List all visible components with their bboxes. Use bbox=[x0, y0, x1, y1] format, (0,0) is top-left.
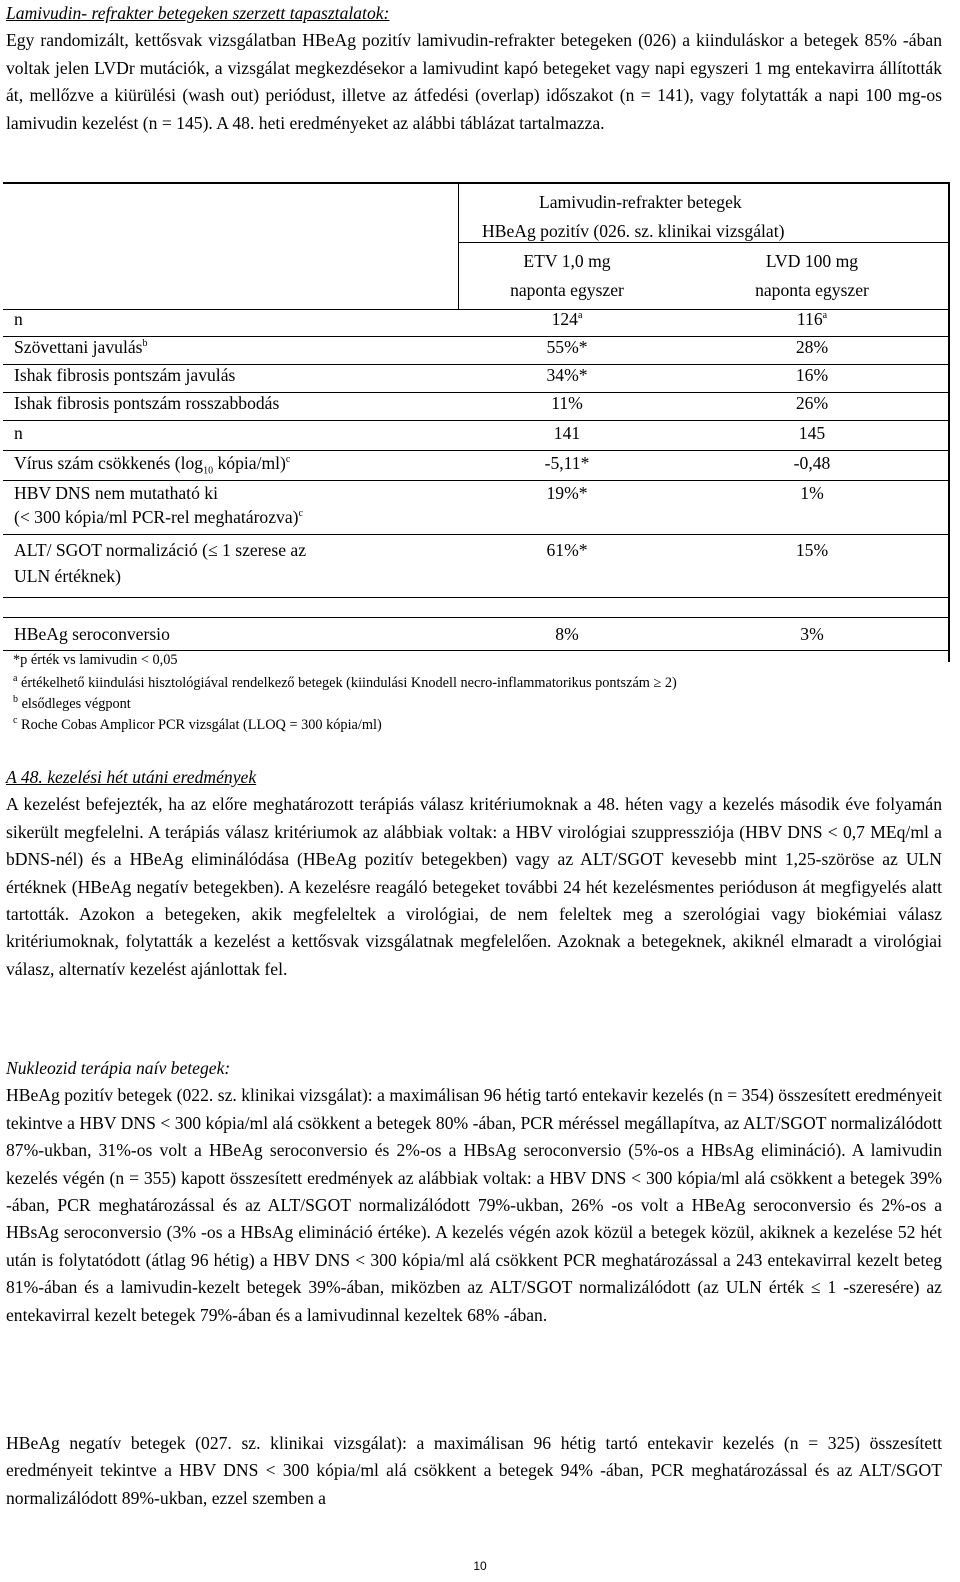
section-paragraph: HBeAg pozitív betegek (022. sz. klinikai vizsgálat): a maximálisan 96 hétig tartó entekavir kezelés (n = 354) összesített eredményeit tekintve a HBV DNS < 300 kópia/ml alá csökkent a betegek 80% -ában, PCR méréssel megállapítva, az ALT/SGOT normalizálódott 87%-ukban, 31%-os volt a HBeAg seroconversio és 2%-os a HBsAg seroconversio (5%-os a HBsAg elimináció). A lamivudin kezelés végén (n = 355) kapott összesített eredmények az alábbiak voltak: a HBV DNS < 300 kópia/ml alá csökkent a betegek 39% -ában, PCR meghatározással és az ALT/SGOT normalizálódott 79%-ukban, 26% -os volt a HBeAg seroconversio és 2%-os a HBsAg seroconversio (3% -os a HBsAg elimináció értéke). A kezelés végén azok közül a betegek közül, akiknek a kezelése 52 hét után is folytatódott (átlag 96 hétig) a HBV DNS < 300 kópia/ml alá csökkent PCR meghatározással a 243 entekavirral kezelt beteg 81%-ában és a lamivudin-kezelt betegek 39%-ában, miközben az ALT/SGOT normalizálódott (az ULN érték ≤ 1 -szeresére) az entekavirral kezelt betegek 79%-ában és a lamivudinnal kezeltek 68% -ában. bbox=[6, 1085, 942, 1325]
table-cell: 55%* bbox=[546, 337, 588, 357]
table-row-label: Ishak fibrosis pontszám javulás bbox=[14, 365, 236, 385]
table-cell: 19%* bbox=[546, 483, 588, 503]
table-row-label: ULN értéknek) bbox=[14, 566, 121, 586]
table-header-study: HBeAg pozitív (026. sz. klinikai vizsgálat) bbox=[482, 221, 785, 241]
table-cell: 141 bbox=[553, 423, 581, 443]
col-header-lvd-dose: naponta egyszer bbox=[755, 280, 869, 300]
section-paragraph: A kezelést befejezték, ha az előre meghatározott terápiás válasz kritériumoknak a 48. héten vagy a kezelés második éve folyamán sikerült megfelelni. A terápiás válasz kritériumok az alábbiak voltak: a HBV virológiai szuppressziója (HBV DNS < 0,7 MEq/ml a bDNS-nél) és a HBeAg eliminálódása (HBeAg pozitív betegekben) vagy az ALT/SGOT kevesebb mint 1,25-szöröse az ULN értéknek (HBeAg negatív betegekben). A kezelésre reagáló betegeket további 24 hét kezelésmentes perióduson át megfigyelés alatt tartották. Azokon a betegeken, akik megfeleltek a virológiai, de nem feleltek meg a szerológiai vagy biokémiai válasz kritériumoknak, folytatták a kezelést a kettősvak vizsgálatnak megfelelően. Azoknak a betegeknek, akiknél elmaradt a virológiai válasz, alternatív kezelést ajánlottak fel. bbox=[6, 794, 942, 979]
table-cell: 28% bbox=[795, 337, 829, 357]
section-lamivudin-refrakter bbox=[6, 0, 942, 137]
table-row-label: n bbox=[14, 423, 23, 443]
table-row-label: HBV DNS nem mutatható ki bbox=[14, 483, 218, 503]
table-cell: 16% bbox=[795, 365, 829, 385]
section-heading: Lamivudin- refrakter betegeken szerzett tapasztalatok: bbox=[6, 3, 390, 23]
table-cell: 15% bbox=[795, 540, 829, 560]
table-footnote: *p érték vs lamivudin < 0,05 bbox=[13, 652, 178, 668]
table-cell: -5,11* bbox=[544, 453, 590, 473]
results-table bbox=[3, 182, 950, 662]
table-footnote: $^c$ Roche Cobas Amplicor PCR vizsgálat (LLOQ = 300 kópia/ml) bbox=[13, 715, 382, 733]
table-footnote: $^a$ értékelhető kiindulási hisztológiával rendelkező betegek (kiindulási Knodell necro-inflammatorikus pontszám ≥ 2) bbox=[13, 673, 677, 691]
table-cell: 1% bbox=[800, 483, 824, 503]
section-nukleozid-naiv bbox=[6, 1055, 942, 1329]
section-48-het-utan bbox=[6, 764, 942, 983]
col-header-lvd: LVD 100 mg bbox=[765, 251, 859, 271]
table-cell: 11% bbox=[551, 393, 583, 413]
table-cell: 8% bbox=[555, 624, 579, 644]
table-header-group: Lamivudin-refrakter betegek bbox=[539, 192, 742, 212]
page-number: 10 bbox=[473, 1559, 487, 1573]
table-cell: 145 bbox=[798, 423, 826, 443]
col-header-etv-dose: naponta egyszer bbox=[510, 280, 624, 300]
table-footnote: $^b$ elsődleges végpont bbox=[13, 694, 131, 712]
section-paragraph: Egy randomizált, kettősvak vizsgálatban HBeAg pozitív lamivudin-refrakter betegeken (026) a kiinduláskor a betegek 85% -ában voltak jelen LVDr mutációk, a vizsgálat megkezdésekor a lamivudint kapó betegeket vagy napi egyszeri 1 mg entekavirra állították át, mellőzve a kiürülési (wash out) periódust, illetve az átfedési (overlap) időszakot (n = 141), vagy folytatták a napi 100 mg-os lamivudin kezelést (n = 145). A 48. heti eredményeket az alábbi táblázat tartalmazza. bbox=[6, 30, 942, 133]
table-row-label: Ishak fibrosis pontszám rosszabbodás bbox=[14, 393, 280, 413]
table-row-label: ALT/ SGOT normalizáció (≤ 1 szerese az bbox=[14, 540, 307, 560]
section-hbeag-negativ bbox=[6, 1430, 942, 1512]
table-cell: 26% bbox=[795, 393, 829, 413]
table-cell: -0,48 bbox=[793, 453, 831, 473]
table-row-label: (< 300 kópia/ml PCR-rel meghatározva)$^c$ bbox=[14, 507, 303, 527]
table-row-label: Szövettani javulás$^b$ bbox=[14, 337, 148, 357]
section-paragraph: HBeAg negatív betegek (027. sz. klinikai vizsgálat): a maximálisan 96 hétig tartó entekavir kezelés (n = 325) összesített eredményeit tekintve a HBV DNS < 300 kópia/ml alá csökkent a betegek 94% -ában, PCR meghatározással és az ALT/SGOT normalizálódott 89%-ukban, ezzel szemben a bbox=[6, 1433, 942, 1508]
table-row-label: n bbox=[14, 309, 23, 329]
table-cell: 61%* bbox=[546, 540, 588, 560]
table-row-label: Vírus szám csökkenés ($\log_{10}$ kópia/ml)$^c$ bbox=[14, 453, 291, 477]
col-header-etv: ETV 1,0 mg bbox=[523, 251, 611, 271]
section-heading: A 48. kezelési hét utáni eredmények bbox=[6, 767, 257, 787]
table-cell: 34%* bbox=[546, 365, 588, 385]
table-cell: 116$^a$ bbox=[796, 309, 828, 329]
table-cell: 3% bbox=[800, 624, 824, 644]
table-cell: 124$^a$ bbox=[551, 309, 583, 329]
table-row-label: HBeAg seroconversio bbox=[14, 624, 170, 644]
section-heading: Nukleozid terápia naív betegek: bbox=[6, 1058, 231, 1078]
